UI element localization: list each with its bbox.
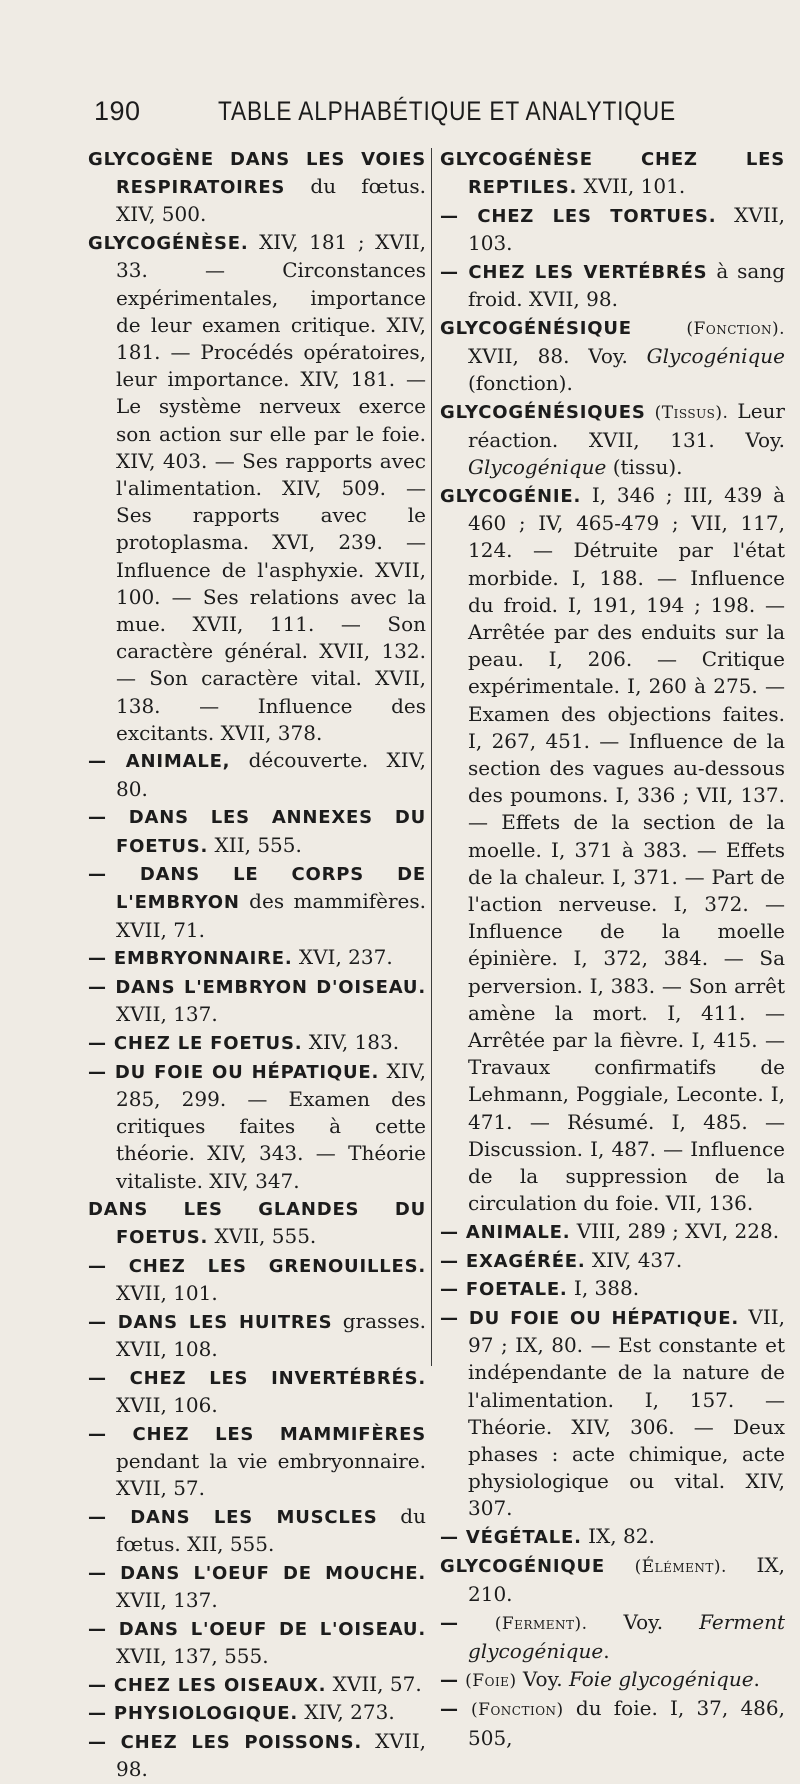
entry-references: XVII, 106. (116, 1393, 218, 1418)
index-entry (440, 1304, 785, 1523)
entry-headword: — (440, 1612, 459, 1634)
entry-qualifier: (Foie) (465, 1670, 517, 1691)
entry-headword: — CHEZ LES INVERTÉBRÉS. (88, 1367, 426, 1389)
entry-references: VIII, 289 ; XVI, 228. (570, 1218, 780, 1243)
entry-headword: — DANS L'OEUF DE MOUCHE. (88, 1562, 426, 1584)
index-entry (88, 1699, 426, 1727)
entry-headword: — CHEZ LES GRENOUILLES. (88, 1256, 426, 1278)
entry-headword: — ANIMALE, (88, 751, 231, 773)
entry-headword: — DU FOIE OU HÉPATIQUE. (440, 1308, 740, 1330)
index-entry (440, 398, 785, 482)
entry-headword: — DANS L'OEUF DE L'OISEAU. (88, 1618, 426, 1640)
index-entry (440, 1218, 785, 1246)
entry-headword: GLYCOGÉNIE. (440, 485, 582, 507)
entry-references: XVII, 103. (468, 202, 785, 256)
index-entry (440, 1552, 785, 1608)
index-entry (88, 1559, 426, 1614)
entry-headword: — EMBRYONNAIRE. (88, 948, 293, 970)
entry-headword: — DANS LES HUITRES (88, 1312, 333, 1334)
entry-qualifier: (Ferment). (494, 1613, 588, 1634)
index-entry (440, 202, 785, 257)
entry-headword: — (440, 1699, 459, 1721)
entry-references: I, 388. (567, 1276, 640, 1301)
entry-cross-reference: Foie glycogénique (568, 1666, 754, 1691)
entry-headword: — CHEZ LES MAMMIFÈRES (88, 1423, 426, 1445)
entry-cross-reference: Glycogénique (646, 343, 785, 368)
entry-tail: (tissu). (606, 455, 683, 480)
entry-references: XVII, 57. (326, 1671, 422, 1696)
entry-references: XVII, 555. (208, 1224, 317, 1249)
entry-headword: GLYCOGÉNÈSE. (88, 233, 249, 255)
index-entry (88, 1195, 426, 1251)
index-entry (88, 1503, 426, 1558)
entry-references: Voy. (587, 1609, 700, 1634)
entry-headword: — DANS LES ANNEXES DU FOETUS. (88, 807, 426, 857)
entry-references: XIV, 183. (302, 1030, 400, 1054)
entry-headword: — DANS LES MUSCLES (88, 1506, 378, 1528)
entry-headword: — CHEZ LES POISSONS. (88, 1732, 362, 1754)
entry-headword: — CHEZ LES OISEAUX. (88, 1674, 327, 1696)
entry-headword: GLYCOGÉNÉSIQUE (440, 317, 632, 339)
entry-headword: — VÉGÉTALE. (440, 1527, 582, 1549)
page-number: 190 (94, 96, 141, 126)
entry-references: des mammifères. XVII, 71. (116, 889, 426, 942)
entry-references: Leur réaction. XVII, 131. Voy. (468, 398, 785, 453)
index-entry (88, 1615, 426, 1670)
entry-references: XVII, 88. Voy. (468, 343, 647, 368)
entry-headword: — ANIMALE. (440, 1221, 571, 1243)
entry-qualifier: (Fonction). (686, 318, 785, 339)
index-entry (440, 1523, 785, 1551)
entry-references: XVII, 101. (116, 1281, 218, 1306)
entry-headword: — FOETALE. (440, 1279, 568, 1301)
entry-references: du foie. I, 37, 486, 505, (468, 1696, 785, 1750)
entry-references: XIV, 181 ; XVII, 33. — Circonstances expérimentales, importance de leur examen critique. XIV, 181. — Procédés opératoires, leur importance. XIV, 181. — Le système nerveux exerce son action sur elle par le foie. XIV, 403. — Ses rapports avec l'alimentation. XIV, 509. — Ses rapports avec le protoplasma. XVI, 239. — Influence de l'asphyxie. XVII, 100. — Ses relations avec la mue. XVII, 111. — Son caractère général. XVII, 132. — Son caractère vital. XVII, 138. — Influence des excitants. XVII, 378. (116, 230, 426, 745)
entry-headword: — CHEZ LES VERTÉBRÉS (440, 261, 708, 283)
entry-headword: GLYCOGÉNIQUE (440, 1555, 605, 1577)
entry-references: pendant la vie embryonnaire. XVII, 57. (116, 1449, 426, 1501)
entry-references: XVII, 98. (116, 1729, 426, 1782)
entry-tail: . (603, 1638, 610, 1663)
index-column-left (88, 145, 426, 1784)
entry-cross-reference: Ferment glycogénique (468, 1609, 785, 1663)
index-entry (440, 1275, 785, 1303)
index-entry (88, 860, 426, 944)
index-entry (88, 1058, 426, 1195)
entry-headword: GLYCOGÉNÈSE CHEZ LES REPTILES. (440, 149, 785, 199)
entry-references: XIV, 285, 299. — Examen des critiques faites à cette théorie. XIV, 343. — Théorie vitaliste. XIV, 347. (116, 1058, 426, 1193)
index-entry (440, 482, 785, 1217)
index-entry (88, 1420, 426, 1503)
index-entry (88, 229, 426, 747)
entry-headword: — PHYSIOLOGIQUE. (88, 1703, 298, 1725)
entry-headword: — CHEZ LES TORTUES. (440, 205, 717, 227)
index-entry (440, 1695, 785, 1751)
index-entry (440, 1666, 785, 1695)
entry-references: IX, 82. (581, 1524, 655, 1549)
entry-headword: GLYCOGÉNÉSIQUES (440, 401, 646, 423)
entry-headword: — CHEZ LE FOETUS. (88, 1033, 303, 1054)
entry-references: XVII, 137. (116, 1588, 218, 1613)
entry-headword: DANS LES GLANDES DU FOETUS. (88, 1199, 426, 1249)
index-entry (88, 803, 426, 859)
entry-references: du fœtus. XII, 555. (116, 1503, 426, 1557)
entry-references: XVII, 137. (116, 1002, 218, 1027)
entry-tail: . (753, 1666, 760, 1691)
entry-references: grasses. XVII, 108. (116, 1309, 426, 1362)
index-column-right (440, 145, 785, 1752)
index-entry (88, 747, 426, 802)
entry-references: XVI, 237. (292, 945, 393, 970)
entry-qualifier: (Tissus). (654, 402, 729, 423)
entry-qualifier: (Élément). (634, 1556, 727, 1577)
entry-references: à sang froid. XVII, 98. (468, 258, 786, 312)
entry-references: IX, 210. (468, 1552, 786, 1607)
entry-references: XVII, 101. (577, 174, 686, 199)
entry-references: XIV, 273. (297, 1700, 395, 1725)
entry-headword: — EXAGÉRÉE. (440, 1250, 586, 1272)
entry-qualifier: (Fonction) (471, 1700, 564, 1721)
index-entry (88, 1252, 426, 1307)
index-entry (88, 944, 426, 972)
index-entry (440, 258, 785, 313)
index-entry (88, 1029, 426, 1057)
entry-headword: — DANS L'EMBRYON D'OISEAU. (88, 977, 426, 999)
index-entry (440, 1247, 785, 1275)
entry-references: I, 346 ; III, 439 à 460 ; IV, 465-479 ; VII, 117, 124. — Détruite par l'état morbide. I, 188. — Influence du froid. I, 191, 194 ; 198. — Arrêtée par des enduits sur la peau. I, 206. — Critique expérimentale. I, 260 à 275. — Examen des objections faites. I, 267, 451. — Influence de la section des vagues au-dessous des poumons. I, 336 ; VII, 137. — Effets de la section de la moelle. I, 371 à 383. — Effets de la chaleur. I, 371. — Part de l'action nerveuse. I, 372. — Influence de la moelle épinière. I, 372, 384. — Sa perversion. I, 383. — Son arrêt amène la mort. I, 411. — Arrêtée par la fièvre. I, 415. — Travaux confirmatifs de Lehmann, Poggiale, Leconte. I, 471. — Résumé. I, 485. — Discussion. I, 487. — Influence de la suppression de la circulation du foie. VII, 136. (468, 482, 785, 1216)
entry-headword: — DU FOIE OU HÉPATIQUE. (88, 1061, 380, 1083)
entry-cross-reference: Glycogénique (468, 455, 607, 480)
entry-headword: GLYCOGÈNE DANS LES VOIES RESPIRATOIRES (88, 149, 426, 199)
index-entry (440, 314, 785, 398)
index-entry (88, 145, 426, 229)
entry-references: XVII, 137, 555. (116, 1643, 269, 1668)
index-entry (88, 1671, 426, 1699)
index-entry (88, 973, 426, 1028)
entry-references: Voy. (516, 1666, 569, 1691)
column-divider (431, 148, 432, 1366)
index-entry (88, 1308, 426, 1363)
entry-references: du fœtus. XIV, 500. (116, 174, 426, 227)
entry-references: VII, 97 ; IX, 80. — Est constante et indépendante de la nature de l'alimentation. I, 157. — Théorie. XIV, 306. — Deux phases : acte chimique, acte physiologique ou vital. XIV, 307. (468, 1305, 785, 1521)
entry-headword: — (440, 1669, 459, 1691)
entry-references: XII, 555. (208, 832, 302, 857)
page-header (0, 94, 800, 134)
entry-references: XIV, 437. (585, 1247, 683, 1272)
entry-headword: — DANS LE CORPS DE L'EMBRYON (88, 864, 426, 914)
running-title: TABLE ALPHABÉTIQUE ET ANALYTIQUE (218, 96, 676, 126)
index-entry (88, 1728, 426, 1783)
entry-references: découverte. XIV, 80. (116, 748, 426, 801)
index-entry (440, 1609, 785, 1665)
index-entry (440, 145, 785, 201)
index-entry (88, 1364, 426, 1419)
entry-tail: (fonction). (468, 371, 573, 396)
